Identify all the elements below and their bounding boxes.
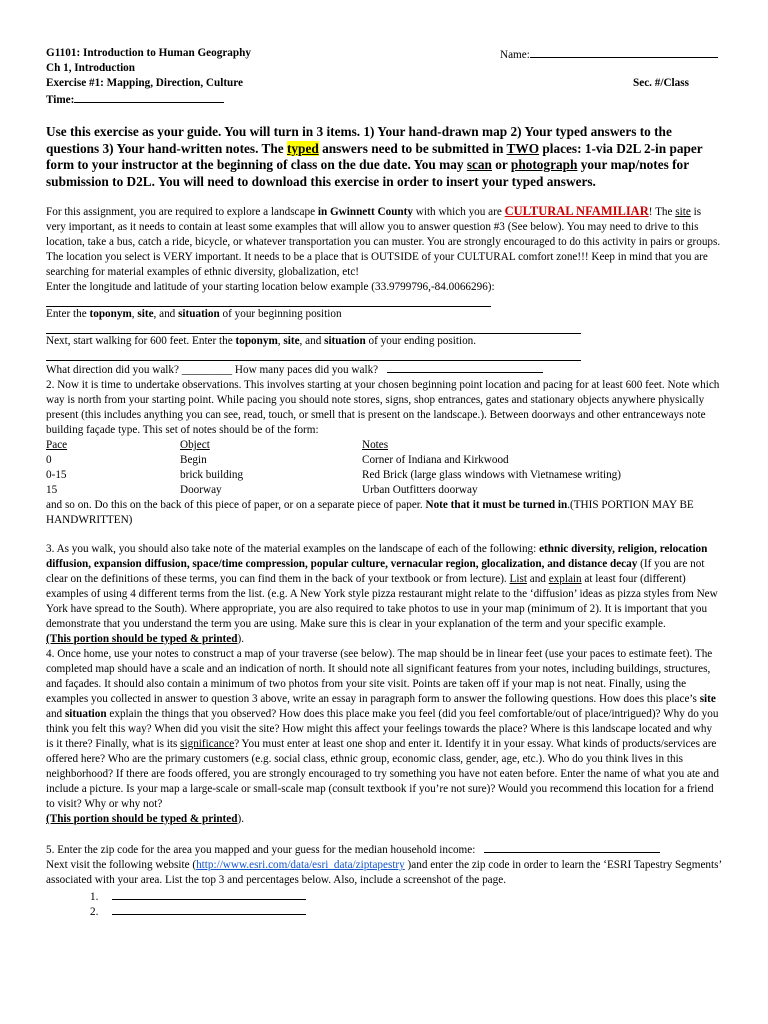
list-item: 2. — [90, 903, 722, 918]
list-answer-line[interactable] — [112, 903, 306, 915]
chapter-title: Ch 1, Introduction — [46, 62, 136, 74]
table-header-notes: Notes — [362, 439, 389, 451]
name-field[interactable]: Name: — [500, 46, 718, 63]
course-title: G1101: Introduction to Human Geography — [46, 47, 251, 59]
table-cell: Begin — [180, 454, 207, 466]
esri-tapestry-link[interactable]: http://www.esri.com/data/esri_data/ziptapestry — [196, 859, 405, 871]
table-header-object: Object — [180, 439, 210, 451]
pace-notes-table — [46, 438, 722, 498]
assignment-paragraph: For this assignment, you are required to explore a landscape in Gwinnett County with which you are CULTURAL NFAMILIAR! The site is very important, as it needs to contain at least some examples that will allow you to answer question #3 (See below). You may need to drive to this location, take a bus, catch a ride, bicycle, or whatever transportation you can muster. You are strongly encouraged to do this activity in pairs or groups. The location you select is VERY important. It needs to be a place that is OUTSIDE of your CULTURAL comfort zone!!! Keep in mind that you are searching for material examples of ethnic diversity, globalization, etc! — [46, 204, 721, 278]
toponym-end-answer-line[interactable] — [46, 349, 581, 361]
question-4-typed-note: (This portion should be typed & printed). — [46, 813, 245, 825]
tapestry-list — [46, 888, 722, 918]
latlong-answer-line[interactable] — [46, 295, 491, 307]
table-header-pace: Pace — [46, 439, 68, 451]
table-cell: Urban Outfitters doorway — [362, 484, 478, 496]
question-2-footer: and so on. Do this on the back of this piece of paper, or on a separate piece of paper. Note that it must be turned in.(THIS PORTION MAY BE HANDWRITTEN) — [46, 499, 694, 526]
table-cell: 15 — [46, 484, 58, 496]
instructions-intro: Use this exercise as your guide. You will turn in 3 items. 1) Your hand-drawn map 2) Your typed answers to the questions 3) Your hand-written notes. The typed answers need to be submitted in TWO places: 1-via D2L 2-in paper form to your instructor at the beginning of class on the due date. You may scan or photograph your map/notes for submission to D2L. You will need to download this exercise in order to insert your typed answers. — [46, 124, 703, 189]
table-cell: Corner of Indiana and Kirkwood — [362, 454, 509, 466]
typed-highlight: typed — [286, 140, 319, 156]
table-cell: brick building — [180, 469, 244, 481]
cultural-unfamiliar-label: CULTURAL NFAMILIAR — [504, 204, 649, 218]
table-cell: 0 — [46, 454, 52, 466]
question-3: 3. As you walk, you should also take note of the material examples on the landscape of each of the following: ethnic diversity, religion, relocation diffusion, expansion diffusion, space/time compression, popular culture, vernacular region, glocalization, and distance decay (If you are not clear on the definitions of these terms, you can find them in the back of your textbook or from lecture). List and explain at least four (different) examples of using 4 different terms from the list. (e.g. A New York style pizza restaurant might relate to the ‘diffusion’ ideas as pizza styles from New York have spread to the South). Where appropriate, you are also required to take photos to use in your map (minimum of 2). It is important that you demonstrate that you understand the term you are using. Make sure this is clear in your explanation of the term and your specific example. — [46, 543, 718, 630]
question-5-website: Next visit the following website (http://www.esri.com/data/esri_data/ziptapestry )and enter the zip code in order to learn the ‘ESRI Tapestry Segments’ associated with your area. List the top 3 and percentages below. Also, include a screenshot of the page. — [46, 859, 722, 886]
table-cell: Red Brick (large glass windows with Vietnamese writing) — [362, 469, 621, 481]
time-field[interactable]: Time: — [46, 91, 722, 106]
list-answer-line[interactable] — [112, 888, 306, 900]
page-content — [46, 46, 722, 918]
latlong-prompt: Enter the longitude and latitude of your starting location below example (33.9799796,-84.0066296): — [46, 281, 495, 293]
exercise-title: Exercise #1: Mapping, Direction, Culture — [46, 77, 244, 89]
toponym-end-prompt: Next, start walking for 600 feet. Enter the toponym, site, and situation of your ending position. — [46, 335, 477, 347]
income-answer-line[interactable] — [484, 841, 660, 853]
list-item: 1. — [90, 888, 722, 903]
question-3-typed-note: (This portion should be typed & printed). — [46, 633, 245, 645]
toponym-start-prompt: Enter the toponym, site, and situation of your beginning position — [46, 308, 342, 320]
toponym-start-answer-line[interactable] — [46, 322, 581, 334]
table-cell: Doorway — [180, 484, 222, 496]
table-cell: 0-15 — [46, 469, 67, 481]
question-4: 4. Once home, use your notes to construct a map of your traverse (see below). The map should be in linear feet (use your paces to estimate feet). The completed map should have a scale and an indication of north. It should note all significant features from your notes, including buildings, structures, and façades. It should also contain a minimum of two photos from your site visit. Points are taken off if your map is not neat. Finally, using the examples you collected in answer to question 3 above, write an essay in paragraph form to answer the following questions. How does this place’s site and situation explain the things that you observed? How does this place make you feel (did you feel comfortable/out of place/intrigued)? Why do you think you felt this way? When did you visit the site? How might this affect your feelings towards the place? Where is this landscape located and why is it there? Finally, what is its significance? You must enter at least one shop and enter it. Identify it in your essay. What kinds of products/services are offered here? Who are the primary customers (e.g. social class, ethnic group, economic class, gender, age, etc.). Who do you think lives in this neighborhood? If there are foods offered, you are strongly encouraged to try something you have not eaten before. Enter the name of what you ate and include a picture. Is your map a large-scale or small-scale map (consult textbook if you’re not sure)? Would you recommend this location for a friend to visit? Why or why not? — [46, 648, 719, 810]
direction-prompt: What direction did you walk? _________ How many paces did you walk? — [46, 361, 722, 378]
section-label: Sec. #/Class — [633, 77, 689, 89]
question-5-income: 5. Enter the zip code for the area you mapped and your guess for the median household income: — [46, 841, 722, 858]
document-header — [46, 46, 722, 106]
question-2: 2. Now it is time to undertake observations. This involves starting at your chosen beginning point location and pacing for at least 600 feet. Note which way is north from your starting point. While pacing you should note stores, signs, shop entrances, gates and stationary objects anywhere physically present (this includes anything you can see, read, touch, or smell that is present on the landscape.). Between doorways and other entranceways note building façade type. This set of notes should be of the form: — [46, 379, 720, 436]
